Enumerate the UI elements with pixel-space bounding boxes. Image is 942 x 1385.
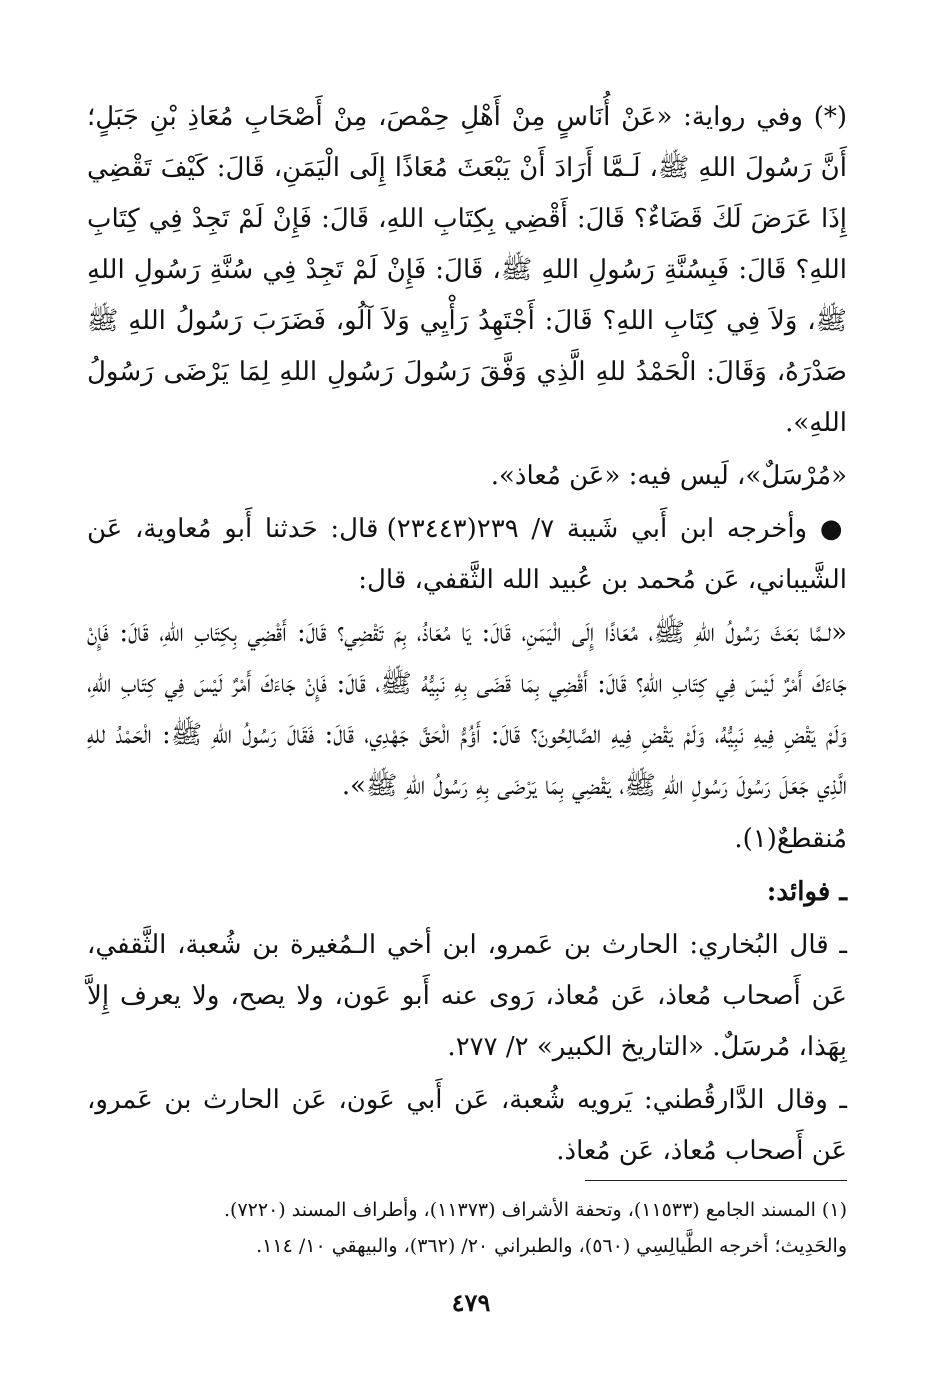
bukhari-note: ـ قال البُخاري: الحارث بن عَمرو، ابن أخي الـمُغيرة بن شُعبة، الثَّقفي، عَن أَصحاب مُعاذ، عَن مُعاذ، رَوى عنه أَبو عَون، ولا يصح، ولا يعرف إِلاَّ بِهَذا، مُرسَلٌ. «التاريخ الكبير» ٢/ ٢٧٧.: [87, 930, 847, 1062]
daraqutni-note: ـ وقال الدَّارقُطني: يَرويه شُعبة، عَن أَبي عَون، عَن الحارث بن عَمرو، عَن أَصحاب مُعاذ، عَن مُعاذ.: [87, 1085, 847, 1166]
fawaid-heading: ـ فوائد:: [766, 877, 847, 907]
footnote-line: (١) المسند الجامع (١١٥٣٣)، وتحفة الأشراف (١١٣٧٣)، وأطراف المسند (٧٢٢٠).: [224, 1199, 847, 1221]
ibn-abi-shaybah-paragraph: ● وأخرجه ابن أَبي شَيبة ٧/ ٢٣٩(٢٣٤٤٣) قال: حَدثنا أَبو مُعاوية، عَن الشَّيباني، عَن مُحمد بن عُبيد الله الثَّقفي، قال:: [87, 514, 847, 595]
munqati-note: مُنقطعٌ(١).: [734, 824, 847, 854]
page-number: ٤٧٩: [451, 1288, 491, 1317]
footnote-line: والحَدِيث؛ أخرجه الطَّيالِسِي (٥٦٠)، والطبراني ٢٠/ (٣٦٢)، والبيهقي ١٠/ ١١٤.: [256, 1235, 847, 1257]
footnotes: [87, 1192, 847, 1264]
mursal-note: «مُرْسَلٌ»، لَيس فيه: «عَن مُعاذ».: [490, 461, 847, 491]
main-text: [87, 92, 847, 1177]
hadith-variant-paragraph: (*) وفي رواية: «عَنْ أُنَاسٍ مِنْ أَهْلِ حِمْصَ، مِنْ أَصْحَابِ مُعَاذِ بْنِ جَبَلٍ؛ أَنَّ رَسُولَ اللهِ ﷺ، لَـمَّا أَرَادَ أَنْ يَبْعَثَ مُعَاذًا إِلَى الْيَمَنِ، قَالَ: كَيْفَ تَقْضِي إِذَا عَرَضَ لَكَ قَضَاءٌ؟ قَالَ: أَقْضِي بِكِتَابِ اللهِ، قَالَ: فَإِنْ لَمْ تَجِدْ فِي كِتَابِ اللهِ؟ قَالَ: فَبِسُنَّةِ رَسُولِ اللهِ ﷺ، قَالَ: فَإِنْ لَمْ تَجِدْ فِي سُنَّةِ رَسُولِ اللهِ ﷺ، وَلاَ فِي كِتَابِ اللهِ؟ قَالَ: أَجْتَهِدُ رَأْيِي وَلاَ آلُو، فَضَرَبَ رَسُولُ اللهِ ﷺ صَدْرَهُ، وَقَالَ: الْحَمْدُ للهِ الَّذِي وَفَّقَ رَسُولَ رَسُولِ اللهِ لِمَا يَرْضَى رَسُولُ اللهِ».: [87, 102, 847, 438]
hadith-text-paragraph: «لـمَّا بَعَثَ رَسُولُ اللهِ ﷺ، مُعَاذًا إِلَى الْيَمَنِ، قَالَ: يَا مُعَاذُ، بِمَ تَقْضِي؟ قَالَ: أَقْضِي بِكِتَابِ اللهِ، قَالَ: فَإِنْ جَاءَكَ أَمْرٌ لَيْسَ فِي كِتَابِ اللهِ؟ قَالَ: أَقْضِي بِمَا قَضَى بِهِ نَبِيُّهُ ﷺ، قَالَ: فَإِنْ جَاءَكَ أَمْرٌ لَيْسَ فِي كِتَابِ اللهِ، وَلَمْ يَقْضِ فِيهِ نَبِيُّهُ، وَلَمْ يَقْضِ فِيهِ الصَّالِحُونَ؟ قَالَ: أَؤُمُّ الْحَقَّ جَهْدِي، قَالَ: فَقَالَ رَسُولُ اللهِ ﷺ: الْحَمْدُ للهِ الَّذِي جَعَلَ رَسُولَ رَسُولِ اللهِ ﷺ، يَقْضِي بِمَا يَرْضَى بِهِ رَسُولُ اللهِ ﷺ».: [87, 618, 847, 801]
footnote-divider: [585, 1180, 847, 1181]
